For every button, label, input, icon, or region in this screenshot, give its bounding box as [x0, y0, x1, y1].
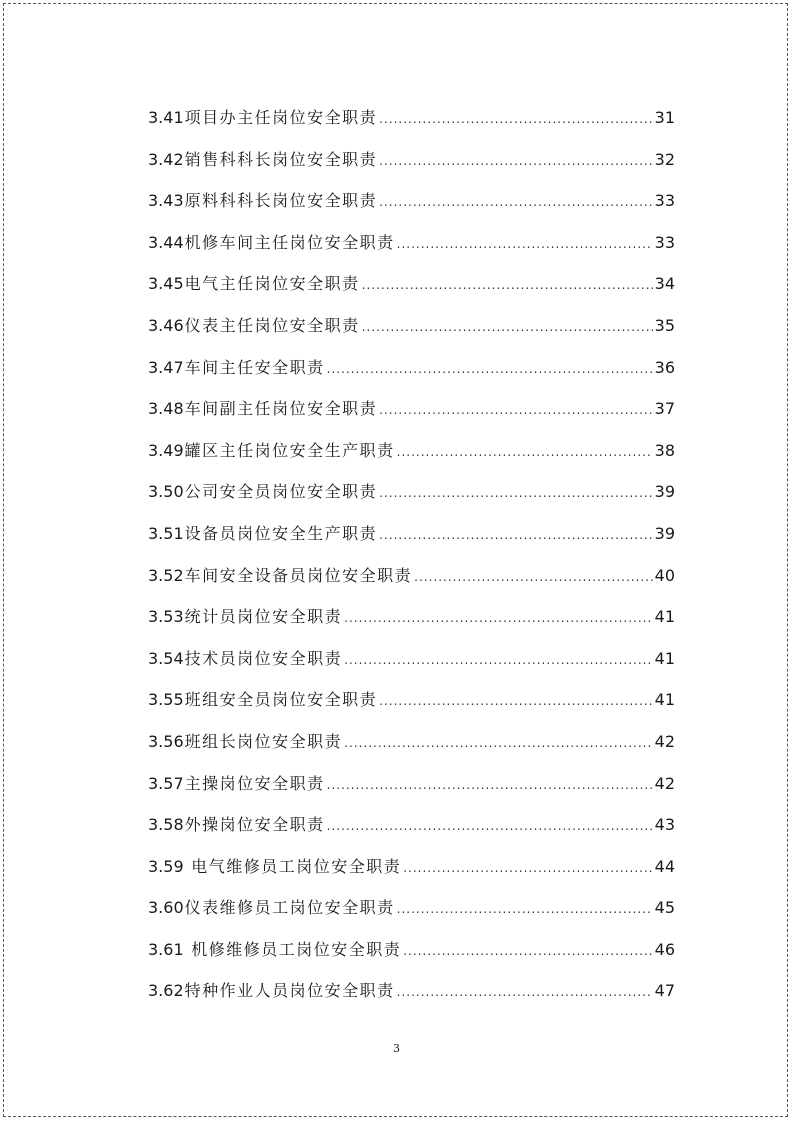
toc-entry[interactable] — [148, 679, 675, 721]
toc-entry-number: 3.56 — [148, 731, 184, 751]
toc-dot-leader — [414, 557, 653, 599]
toc-entry-title: 班组安全员岗位安全职责 — [184, 690, 378, 710]
toc-entry-page: 43 — [654, 815, 675, 835]
toc-entry-title: 项目办主任岗位安全职责 — [184, 108, 378, 127]
toc-entry-page: 46 — [654, 939, 675, 959]
toc-dot-leader — [397, 889, 653, 931]
toc-entry-page: 33 — [654, 191, 675, 211]
toc-entry-number: 3.54 — [148, 648, 184, 668]
toc-dot-leader — [327, 765, 653, 807]
toc-entry-title: 罐区主任岗位安全生产职责 — [184, 440, 395, 460]
toc-entry-number: 3.45 — [148, 274, 184, 294]
toc-entry-number: 3.44 — [148, 232, 184, 252]
toc-entry-page: 36 — [654, 357, 675, 377]
toc-entry-page: 44 — [654, 856, 675, 876]
toc-entry-title: 外操岗位安全职责 — [184, 815, 325, 835]
toc-entry-title: 电气主任岗位安全职责 — [184, 274, 360, 294]
toc-entry[interactable] — [148, 887, 675, 929]
toc-entry[interactable] — [148, 347, 675, 389]
page-number: 3 — [393, 1042, 400, 1055]
toc-entry[interactable] — [148, 596, 675, 638]
toc-entry[interactable] — [148, 222, 675, 264]
toc-entry[interactable] — [148, 471, 675, 513]
toc-entry-number: 3.42 — [148, 149, 184, 169]
toc-entry-number: 3.62 — [148, 981, 184, 1001]
toc-entry-number: 3.43 — [148, 191, 184, 211]
toc-dot-leader — [397, 432, 653, 474]
toc-entry-page: 45 — [654, 898, 675, 918]
toc-entry[interactable] — [148, 555, 675, 597]
toc-entry[interactable] — [148, 846, 675, 888]
toc-dot-leader — [379, 681, 653, 723]
toc-entry-page: 47 — [654, 981, 675, 1001]
toc-entry-title: 机修维修员工岗位安全职责 — [184, 939, 402, 959]
toc-entry-number: 3.50 — [148, 482, 184, 502]
toc-dot-leader — [379, 99, 653, 141]
toc-dot-leader — [327, 349, 653, 391]
toc-entry[interactable] — [148, 970, 675, 1012]
toc-entry[interactable] — [148, 430, 675, 472]
toc-entry-page: 33 — [654, 232, 675, 252]
toc-entry-number: 3.58 — [148, 815, 184, 835]
toc-entry-page: 41 — [654, 648, 675, 668]
toc-dot-leader — [403, 848, 652, 890]
toc-entry-title: 仪表主任岗位安全职责 — [184, 315, 360, 335]
toc-entry-title: 机修车间主任岗位安全职责 — [184, 232, 395, 252]
toc-dot-leader — [344, 640, 653, 682]
toc-entry-page: 41 — [654, 607, 675, 627]
toc-entry-number: 3.59 — [148, 856, 184, 876]
toc-entry-number: 3.55 — [148, 690, 184, 710]
table-of-contents — [148, 97, 675, 1012]
toc-entry-page: 39 — [654, 523, 675, 543]
toc-entry-title: 统计员岗位安全职责 — [184, 607, 343, 627]
toc-entry-page: 42 — [654, 773, 675, 793]
toc-dot-leader — [379, 473, 653, 515]
toc-entry-title: 公司安全员岗位安全职责 — [184, 482, 378, 502]
toc-entry-page: 35 — [654, 315, 675, 335]
toc-entry[interactable] — [148, 929, 675, 971]
toc-entry-title: 设备员岗位安全生产职责 — [184, 523, 378, 543]
toc-entry[interactable] — [148, 388, 675, 430]
toc-entry[interactable] — [148, 804, 675, 846]
toc-entry-number: 3.48 — [148, 399, 184, 419]
toc-entry-title: 车间主任安全职责 — [184, 357, 325, 377]
toc-dot-leader — [379, 182, 653, 224]
toc-dot-leader — [362, 265, 653, 307]
toc-entry-title: 技术员岗位安全职责 — [184, 648, 343, 668]
toc-entry-title: 原料科科长岗位安全职责 — [184, 191, 378, 211]
toc-entry-page: 42 — [654, 731, 675, 751]
toc-entry-page: 40 — [654, 565, 675, 585]
toc-entry-title: 车间副主任岗位安全职责 — [184, 399, 378, 419]
toc-entry-page: 32 — [654, 149, 675, 169]
toc-entry-number: 3.57 — [148, 773, 184, 793]
toc-entry-page: 34 — [654, 274, 675, 294]
toc-dot-leader — [362, 307, 653, 349]
toc-dot-leader — [397, 224, 653, 266]
toc-entry[interactable] — [148, 513, 675, 555]
toc-entry-number: 3.41 — [148, 108, 184, 127]
toc-entry-title: 仪表维修员工岗位安全职责 — [184, 898, 395, 918]
toc-dot-leader — [344, 723, 653, 765]
toc-entry-page: 37 — [654, 399, 675, 419]
toc-entry[interactable] — [148, 638, 675, 680]
toc-entry[interactable] — [148, 139, 675, 181]
toc-entry[interactable] — [148, 263, 675, 305]
toc-entry-page: 41 — [654, 690, 675, 710]
toc-entry-number: 3.53 — [148, 607, 184, 627]
toc-entry-title: 主操岗位安全职责 — [184, 773, 325, 793]
toc-entry-number: 3.61 — [148, 939, 184, 959]
toc-entry-number: 3.51 — [148, 523, 184, 543]
toc-entry-page: 39 — [654, 482, 675, 502]
toc-entry-title: 车间安全设备员岗位安全职责 — [184, 565, 413, 585]
toc-dot-leader — [379, 141, 653, 183]
toc-entry-number: 3.47 — [148, 357, 184, 377]
toc-entry-title: 销售科科长岗位安全职责 — [184, 149, 378, 169]
toc-entry[interactable] — [148, 763, 675, 805]
toc-entry-title: 特种作业人员岗位安全职责 — [184, 981, 395, 1001]
toc-entry[interactable] — [148, 721, 675, 763]
toc-entry-number: 3.49 — [148, 440, 184, 460]
toc-entry[interactable] — [148, 180, 675, 222]
toc-entry-number: 3.60 — [148, 898, 184, 918]
toc-dot-leader — [403, 931, 652, 973]
toc-dot-leader — [379, 515, 653, 557]
toc-dot-leader — [379, 390, 653, 432]
toc-entry-title: 电气维修员工岗位安全职责 — [184, 856, 402, 876]
toc-dot-leader — [327, 806, 653, 848]
toc-entry[interactable] — [148, 97, 675, 139]
toc-entry-page: 38 — [654, 440, 675, 460]
toc-entry-number: 3.46 — [148, 315, 184, 335]
toc-dot-leader — [344, 598, 653, 640]
toc-entry-title: 班组长岗位安全职责 — [184, 731, 343, 751]
toc-entry-page: 31 — [654, 108, 675, 127]
toc-dot-leader — [397, 972, 653, 1014]
toc-entry-number: 3.52 — [148, 565, 184, 585]
toc-entry[interactable] — [148, 305, 675, 347]
